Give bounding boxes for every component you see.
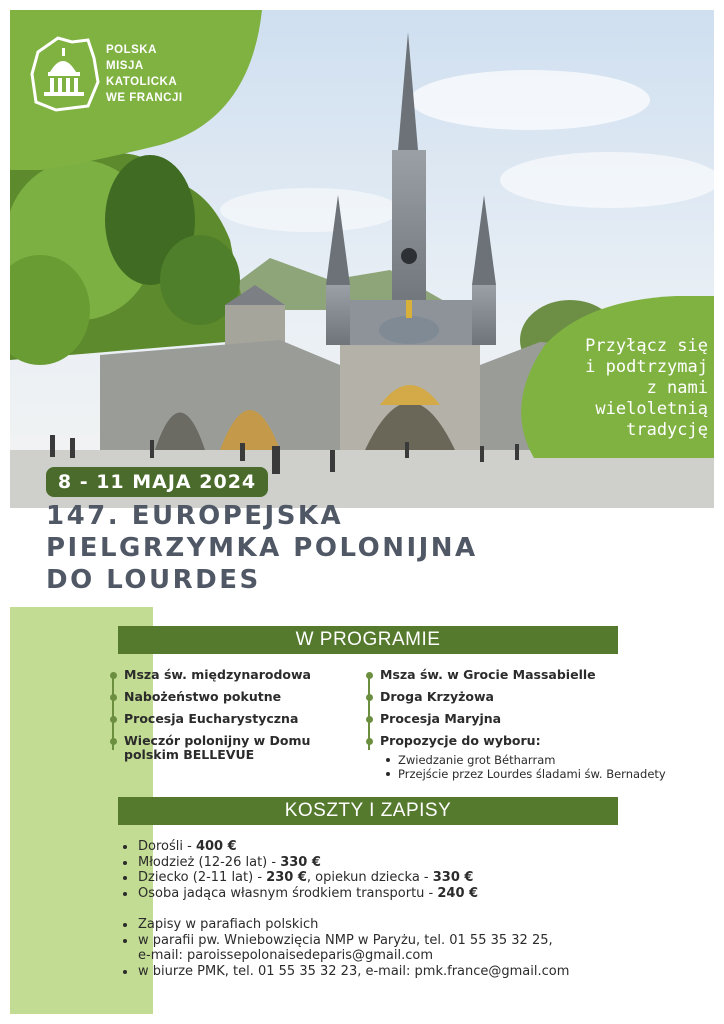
registration-parish: w parafii pw. Wniebowzięcia NMP w Paryżu, tel. 01 55 35 32 25, [120, 933, 569, 949]
org-line-1: POLSKA [106, 44, 157, 56]
org-line-2: MISJA [106, 60, 144, 72]
invite-line-1: Przyłącz się [585, 336, 708, 356]
costs-list [120, 839, 569, 979]
cost-label: , opiekun dziecka - [306, 870, 433, 885]
program-item: Wieczór polonijny w Domu [124, 733, 311, 748]
program-left-list [110, 666, 350, 766]
organization-name [106, 42, 183, 106]
program-options [384, 753, 666, 781]
program-right-list [366, 666, 626, 756]
program-item: Procesja Maryjna [380, 711, 502, 726]
program-item: Droga Krzyżowa [380, 689, 494, 704]
bullet-dot [110, 716, 117, 723]
bullet-dot [366, 716, 373, 723]
invite-line-3: z nami [646, 378, 708, 398]
cost-item-own-transport [120, 886, 569, 902]
registration-intro: Zapisy w parafiach polskich [120, 917, 569, 933]
title-line-2: PIELGRZYMKA POLONIJNA [46, 533, 478, 563]
bullet-dot [110, 738, 117, 745]
invite-line-2: i podtrzymaj [585, 357, 708, 377]
program-item-cont: polskim BELLEVUE [124, 747, 255, 762]
cost-price: 240 € [437, 885, 479, 901]
cost-label: Dziecko (2-11 lat) - [138, 870, 267, 885]
cost-price: 330 € [432, 870, 474, 885]
registration-office: w biurze PMK, tel. 01 55 35 32 23, e-mail: pmk.france@gmail.com [120, 964, 569, 980]
event-title [46, 500, 478, 596]
cost-label: Osoba jadąca własnym środkiem transportu - [138, 885, 438, 901]
option-item: Zwiedzanie grot Bétharram [384, 753, 666, 767]
cost-price: 330 € [280, 854, 321, 870]
program-item: Procesja Eucharystyczna [124, 711, 299, 726]
cost-price: 230 € [266, 870, 307, 885]
bullet-dot [110, 672, 117, 679]
spacer [120, 901, 569, 917]
program-item: Msza św. międzynarodowa [124, 667, 311, 682]
program-item: Msza św. w Grocie Massabielle [380, 667, 596, 682]
org-line-4: WE FRANCJI [106, 92, 183, 104]
cost-label: Młodzież (12-26 lat) - [138, 854, 281, 870]
program-item: Propozycje do wyboru: [380, 733, 541, 748]
cost-item-adults [120, 839, 569, 855]
bullet-dot [110, 694, 117, 701]
program-item: Nabożeństwo pokutne [124, 689, 282, 704]
title-line-3: DO LOURDES [46, 565, 261, 595]
bullet-dot [366, 672, 373, 679]
title-line-1: 147. EUROPEJSKA [46, 501, 344, 531]
cost-item-child [120, 870, 569, 886]
church-dome-in-map-icon [28, 34, 100, 112]
invite-line-5: tradycję [626, 420, 708, 440]
registration-parish-email: e-mail: paroissepolonaisedeparis@gmail.com [138, 948, 434, 963]
costs-heading: KOSZTY I ZAPISY [118, 797, 618, 825]
option-item: Przejście przez Lourdes śladami św. Bernadety [384, 767, 666, 781]
invite-line-4: wieloletnią [595, 399, 708, 419]
invite-message [518, 336, 708, 441]
bullet-dot [366, 738, 373, 745]
org-line-3: KATOLICKA [106, 76, 178, 88]
cost-price: 400 € [195, 839, 237, 854]
bullet-dot [366, 694, 373, 701]
cost-item-youth [120, 855, 569, 871]
cost-label: Dorośli - [138, 839, 196, 854]
program-heading: W PROGRAMIE [118, 626, 618, 654]
event-dates: 8 - 11 MAJA 2024 [46, 467, 268, 497]
